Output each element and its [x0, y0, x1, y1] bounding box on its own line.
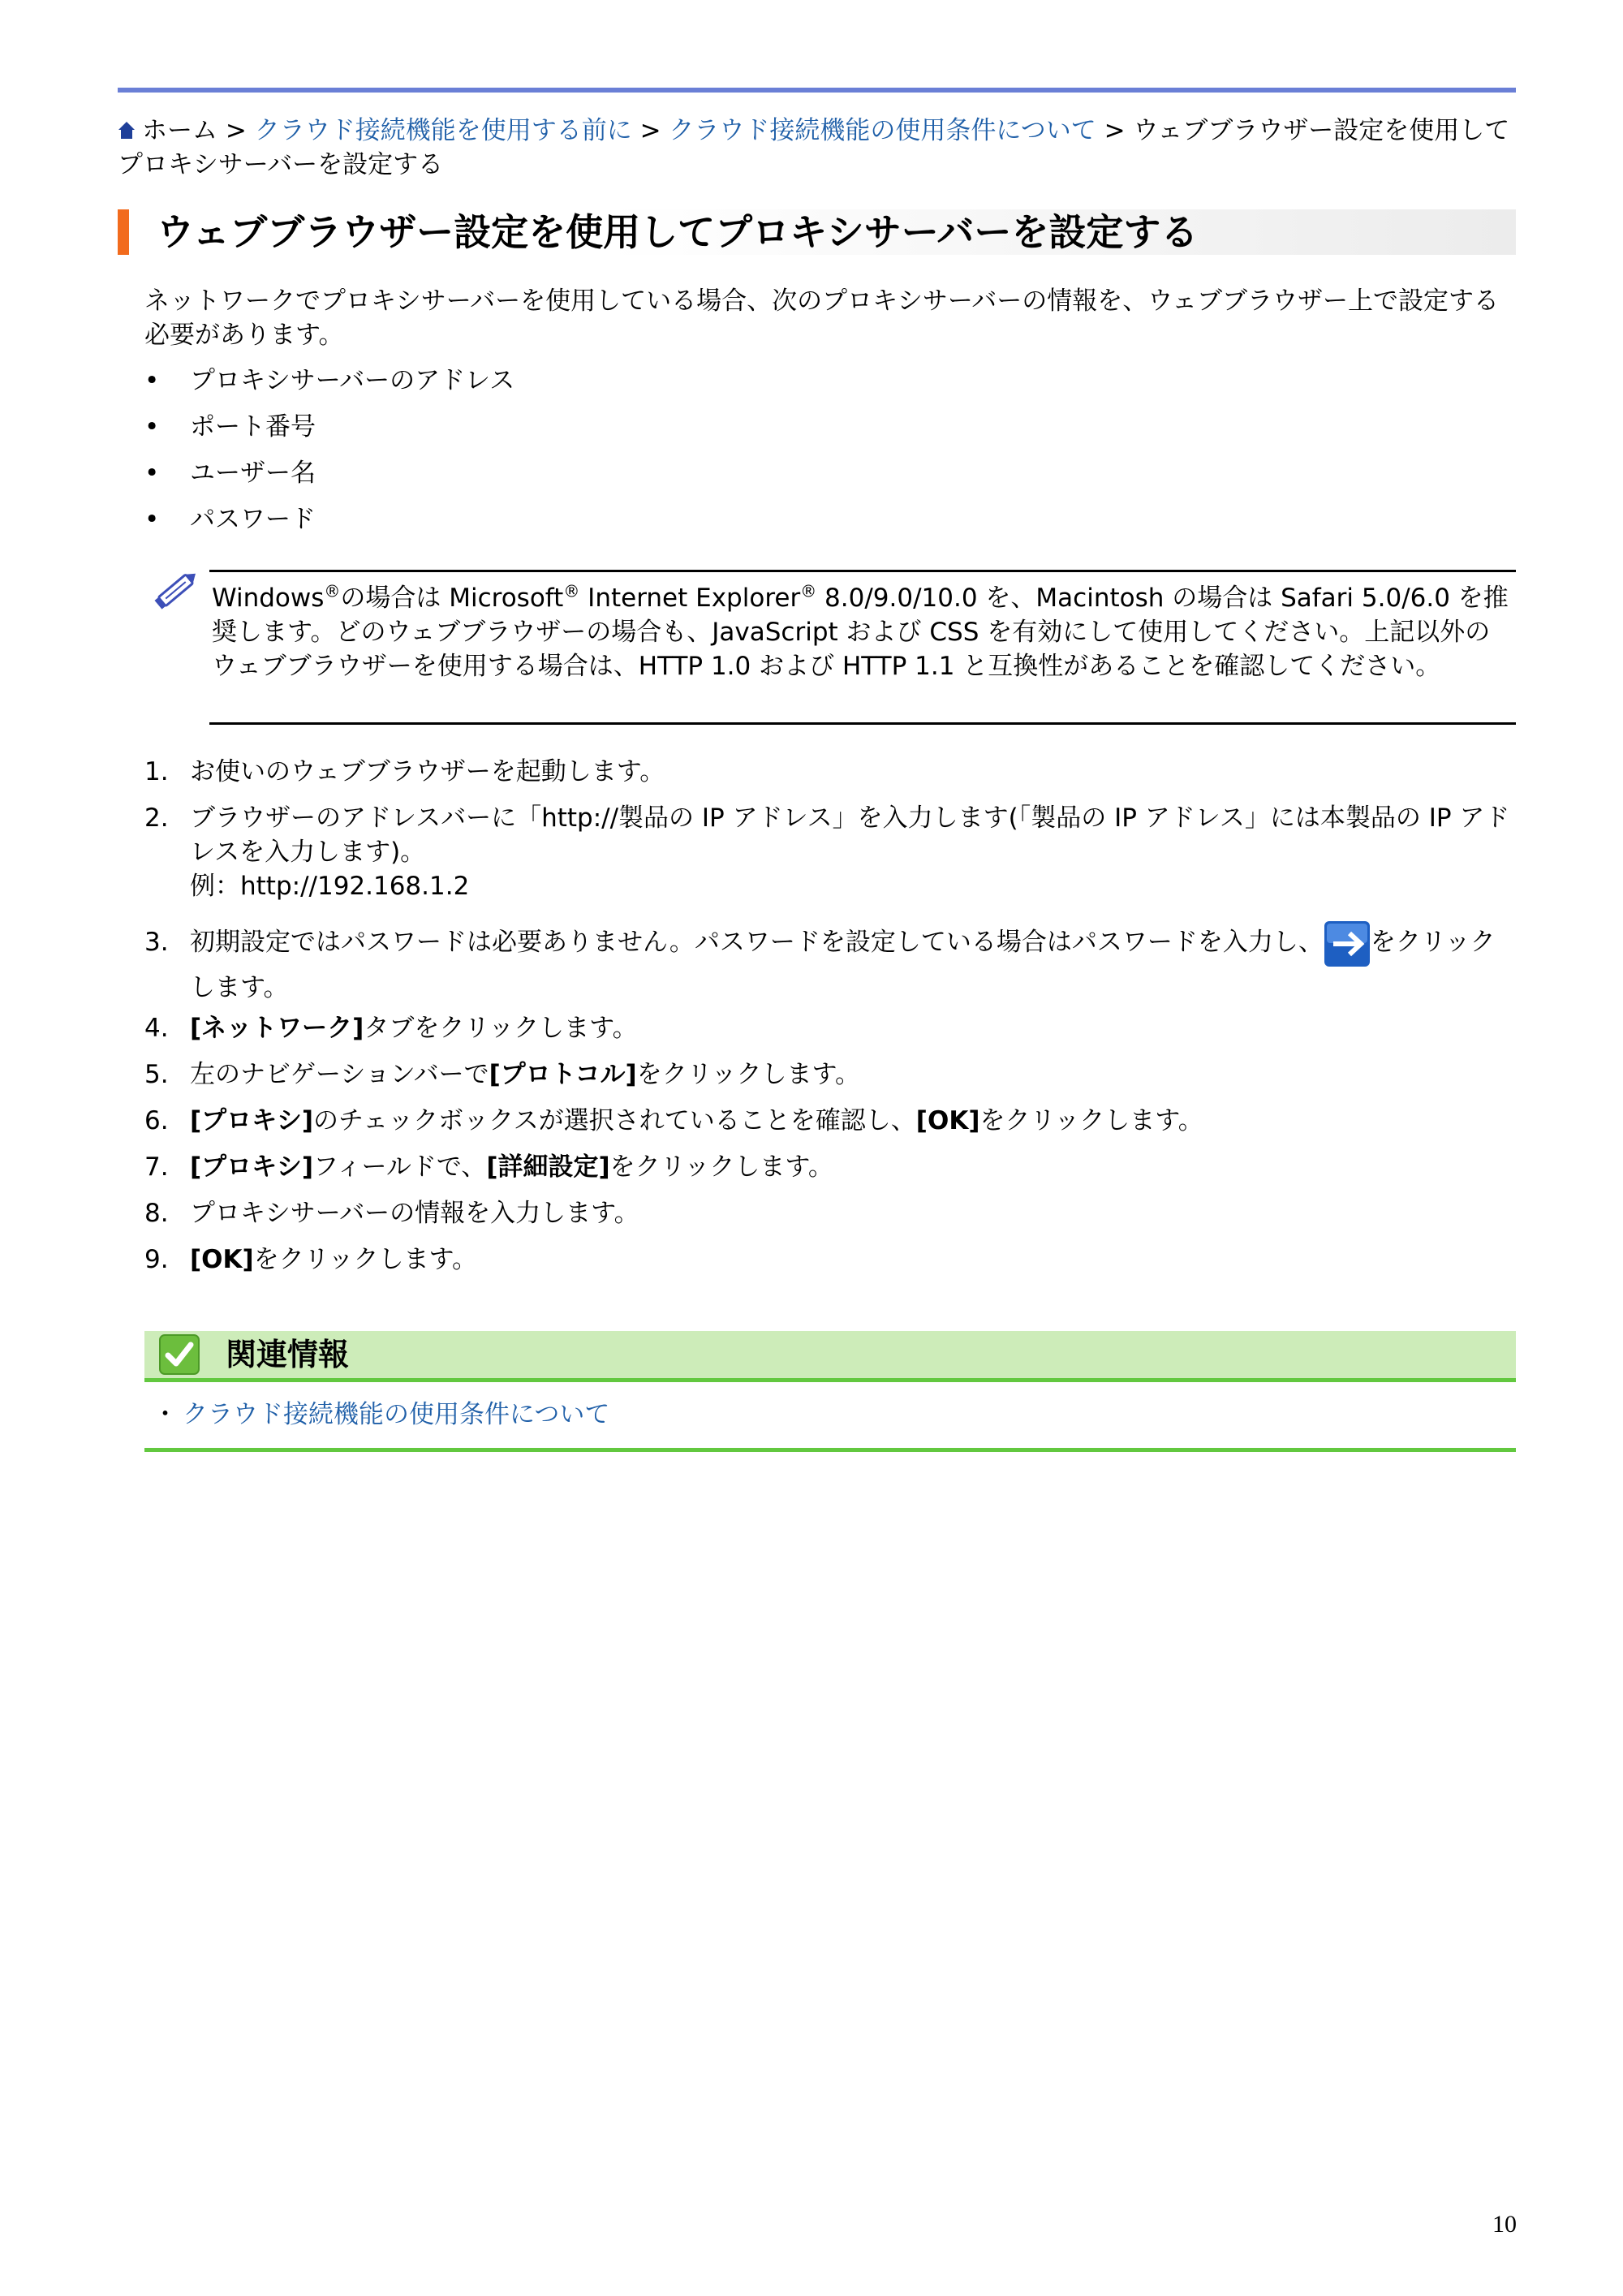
- related-rule-bottom: [144, 1448, 1516, 1452]
- step-text: のチェックボックスが選択されていることを確認し、: [313, 1106, 916, 1135]
- checkmark-icon: [159, 1334, 200, 1375]
- step-text: 初期設定ではパスワードは必要ありません。パスワードを設定している場合はパスワードを入力し、: [190, 928, 1324, 957]
- list-item: [144, 502, 514, 549]
- ui-label-advanced-settings: [詳細設定]: [486, 1152, 610, 1182]
- step-text: フィールドで、: [313, 1152, 487, 1182]
- step-item: [144, 1243, 1516, 1289]
- step-number: 7.: [144, 1152, 169, 1182]
- note-text: [212, 581, 1514, 683]
- note-text-part: 8.0/9.0/10.0 を、Macintosh の場合は Safari 5.0/6.0 を推奨します。どのウェブブラウザーの場合も、JavaScript および CSS を有効にして使用してください。上記以外のウェブブラウザーを使用する場合は、HTTP 1.0 および HTTP 1.1 と互換性があることを確認してください。: [212, 584, 1509, 681]
- breadcrumb-separator: >: [225, 116, 247, 145]
- step-number: 9.: [144, 1245, 169, 1274]
- ui-label-proxy: [プロキシ]: [190, 1106, 314, 1135]
- breadcrumb-home-link[interactable]: ホーム: [142, 116, 217, 145]
- step-text: お使いのウェブブラウザーを起動します。: [190, 757, 665, 786]
- ui-label-proxy: [プロキシ]: [190, 1152, 314, 1182]
- list-item: [144, 456, 514, 502]
- step-item: [144, 869, 1516, 920]
- bullet-mark: •: [144, 505, 160, 534]
- intro-paragraph: ネットワークでプロキシサーバーを使用している場合、次のプロキシサーバーの情報を、ウェブブラウザー上で設定する必要があります。: [144, 286, 1500, 350]
- list-item-text: プロキシサーバーのアドレス: [190, 366, 515, 395]
- title-accent-bar: [118, 209, 129, 255]
- step-text: 左のナビゲーションバーで: [190, 1060, 489, 1089]
- note-rule-top: [209, 570, 1516, 572]
- bullet-mark: •: [144, 412, 160, 442]
- step-text: をクリックします。: [979, 1106, 1203, 1135]
- home-icon[interactable]: [118, 121, 136, 140]
- page-number: 10: [1492, 2211, 1517, 2238]
- list-item: [144, 410, 514, 456]
- breadcrumb-link-before-cloud[interactable]: クラウド接続機能を使用する前に: [254, 116, 632, 145]
- step-text: をクリックします。: [253, 1245, 477, 1274]
- list-item-text: ユーザー名: [190, 459, 316, 488]
- related-bullet: ・: [153, 1400, 178, 1429]
- page-title-band: [118, 209, 1516, 255]
- note-windows: Windows: [212, 584, 325, 613]
- step-number: 4.: [144, 1014, 169, 1043]
- step-number: 2.: [144, 803, 169, 833]
- page-title: ウェブブラウザー設定を使用してプロキシサーバーを設定する: [157, 210, 1199, 254]
- pencil-note-icon: [153, 568, 201, 610]
- step-item: [144, 1196, 1516, 1243]
- ui-label-ok: [OK]: [915, 1106, 980, 1135]
- list-item-text: パスワード: [190, 505, 316, 534]
- arrow-submit-icon[interactable]: [1324, 920, 1371, 967]
- step-number: 6.: [144, 1106, 169, 1135]
- step-example: 例：http://192.168.1.2: [190, 872, 470, 901]
- registered-mark: ®: [324, 581, 341, 601]
- step-text: ブラウザーのアドレスバーに「http://製品の IP アドレス」を入力します(「製品の IP アドレス」には本製品の IP アドレスを入力します)。: [190, 803, 1510, 867]
- step-item: [144, 1058, 1516, 1104]
- step-text: をクリックします。: [609, 1152, 833, 1182]
- step-item: [144, 1104, 1516, 1150]
- top-rule: [118, 88, 1516, 93]
- step-text: タブをクリックします。: [364, 1014, 638, 1043]
- breadcrumb-current: ウェブブラウザー設定を使用してプロキシサーバーを設定する: [118, 116, 1510, 179]
- step-number: 1.: [144, 757, 169, 786]
- breadcrumb-separator: >: [639, 116, 661, 145]
- steps-list: [144, 755, 1516, 1289]
- step-item: [144, 1011, 1516, 1058]
- note-text-part: の場合は Microsoft: [340, 584, 564, 613]
- ui-label-protocol: [プロトコル]: [489, 1060, 637, 1089]
- requirements-list: [144, 364, 514, 549]
- ui-label-ok: [OK]: [190, 1245, 254, 1274]
- step-number: 3.: [144, 928, 169, 957]
- list-item: [144, 364, 514, 410]
- step-number: 5.: [144, 1060, 169, 1089]
- registered-mark: ®: [563, 581, 580, 601]
- related-rule-top: [144, 1378, 1516, 1382]
- breadcrumb-link-cloud-conditions[interactable]: クラウド接続機能の使用条件について: [669, 116, 1096, 145]
- step-item: [144, 1150, 1516, 1196]
- note-rule-bottom: [209, 722, 1516, 725]
- related-link-cloud-conditions[interactable]: クラウド接続機能の使用条件について: [183, 1400, 610, 1429]
- breadcrumb: [118, 114, 1513, 182]
- registered-mark: ®: [800, 581, 817, 601]
- bullet-mark: •: [144, 366, 160, 395]
- step-text: をクリックします。: [636, 1060, 860, 1089]
- step-item: [144, 755, 1516, 801]
- note-text-part: Internet Explorer: [579, 584, 801, 613]
- step-item: [144, 801, 1516, 869]
- related-info-title: 関連情報: [226, 1337, 350, 1372]
- step-text: をクリックします。: [190, 928, 1496, 1002]
- bullet-mark: •: [144, 459, 160, 488]
- step-item: [144, 920, 1516, 1011]
- related-info-header: [144, 1331, 1516, 1378]
- list-item-text: ポート番号: [190, 412, 316, 442]
- breadcrumb-separator: >: [1104, 116, 1126, 145]
- step-text: プロキシサーバーの情報を入力します。: [190, 1199, 639, 1228]
- ui-label-network-tab: [ネットワーク]: [190, 1014, 364, 1043]
- step-number: 8.: [144, 1199, 169, 1228]
